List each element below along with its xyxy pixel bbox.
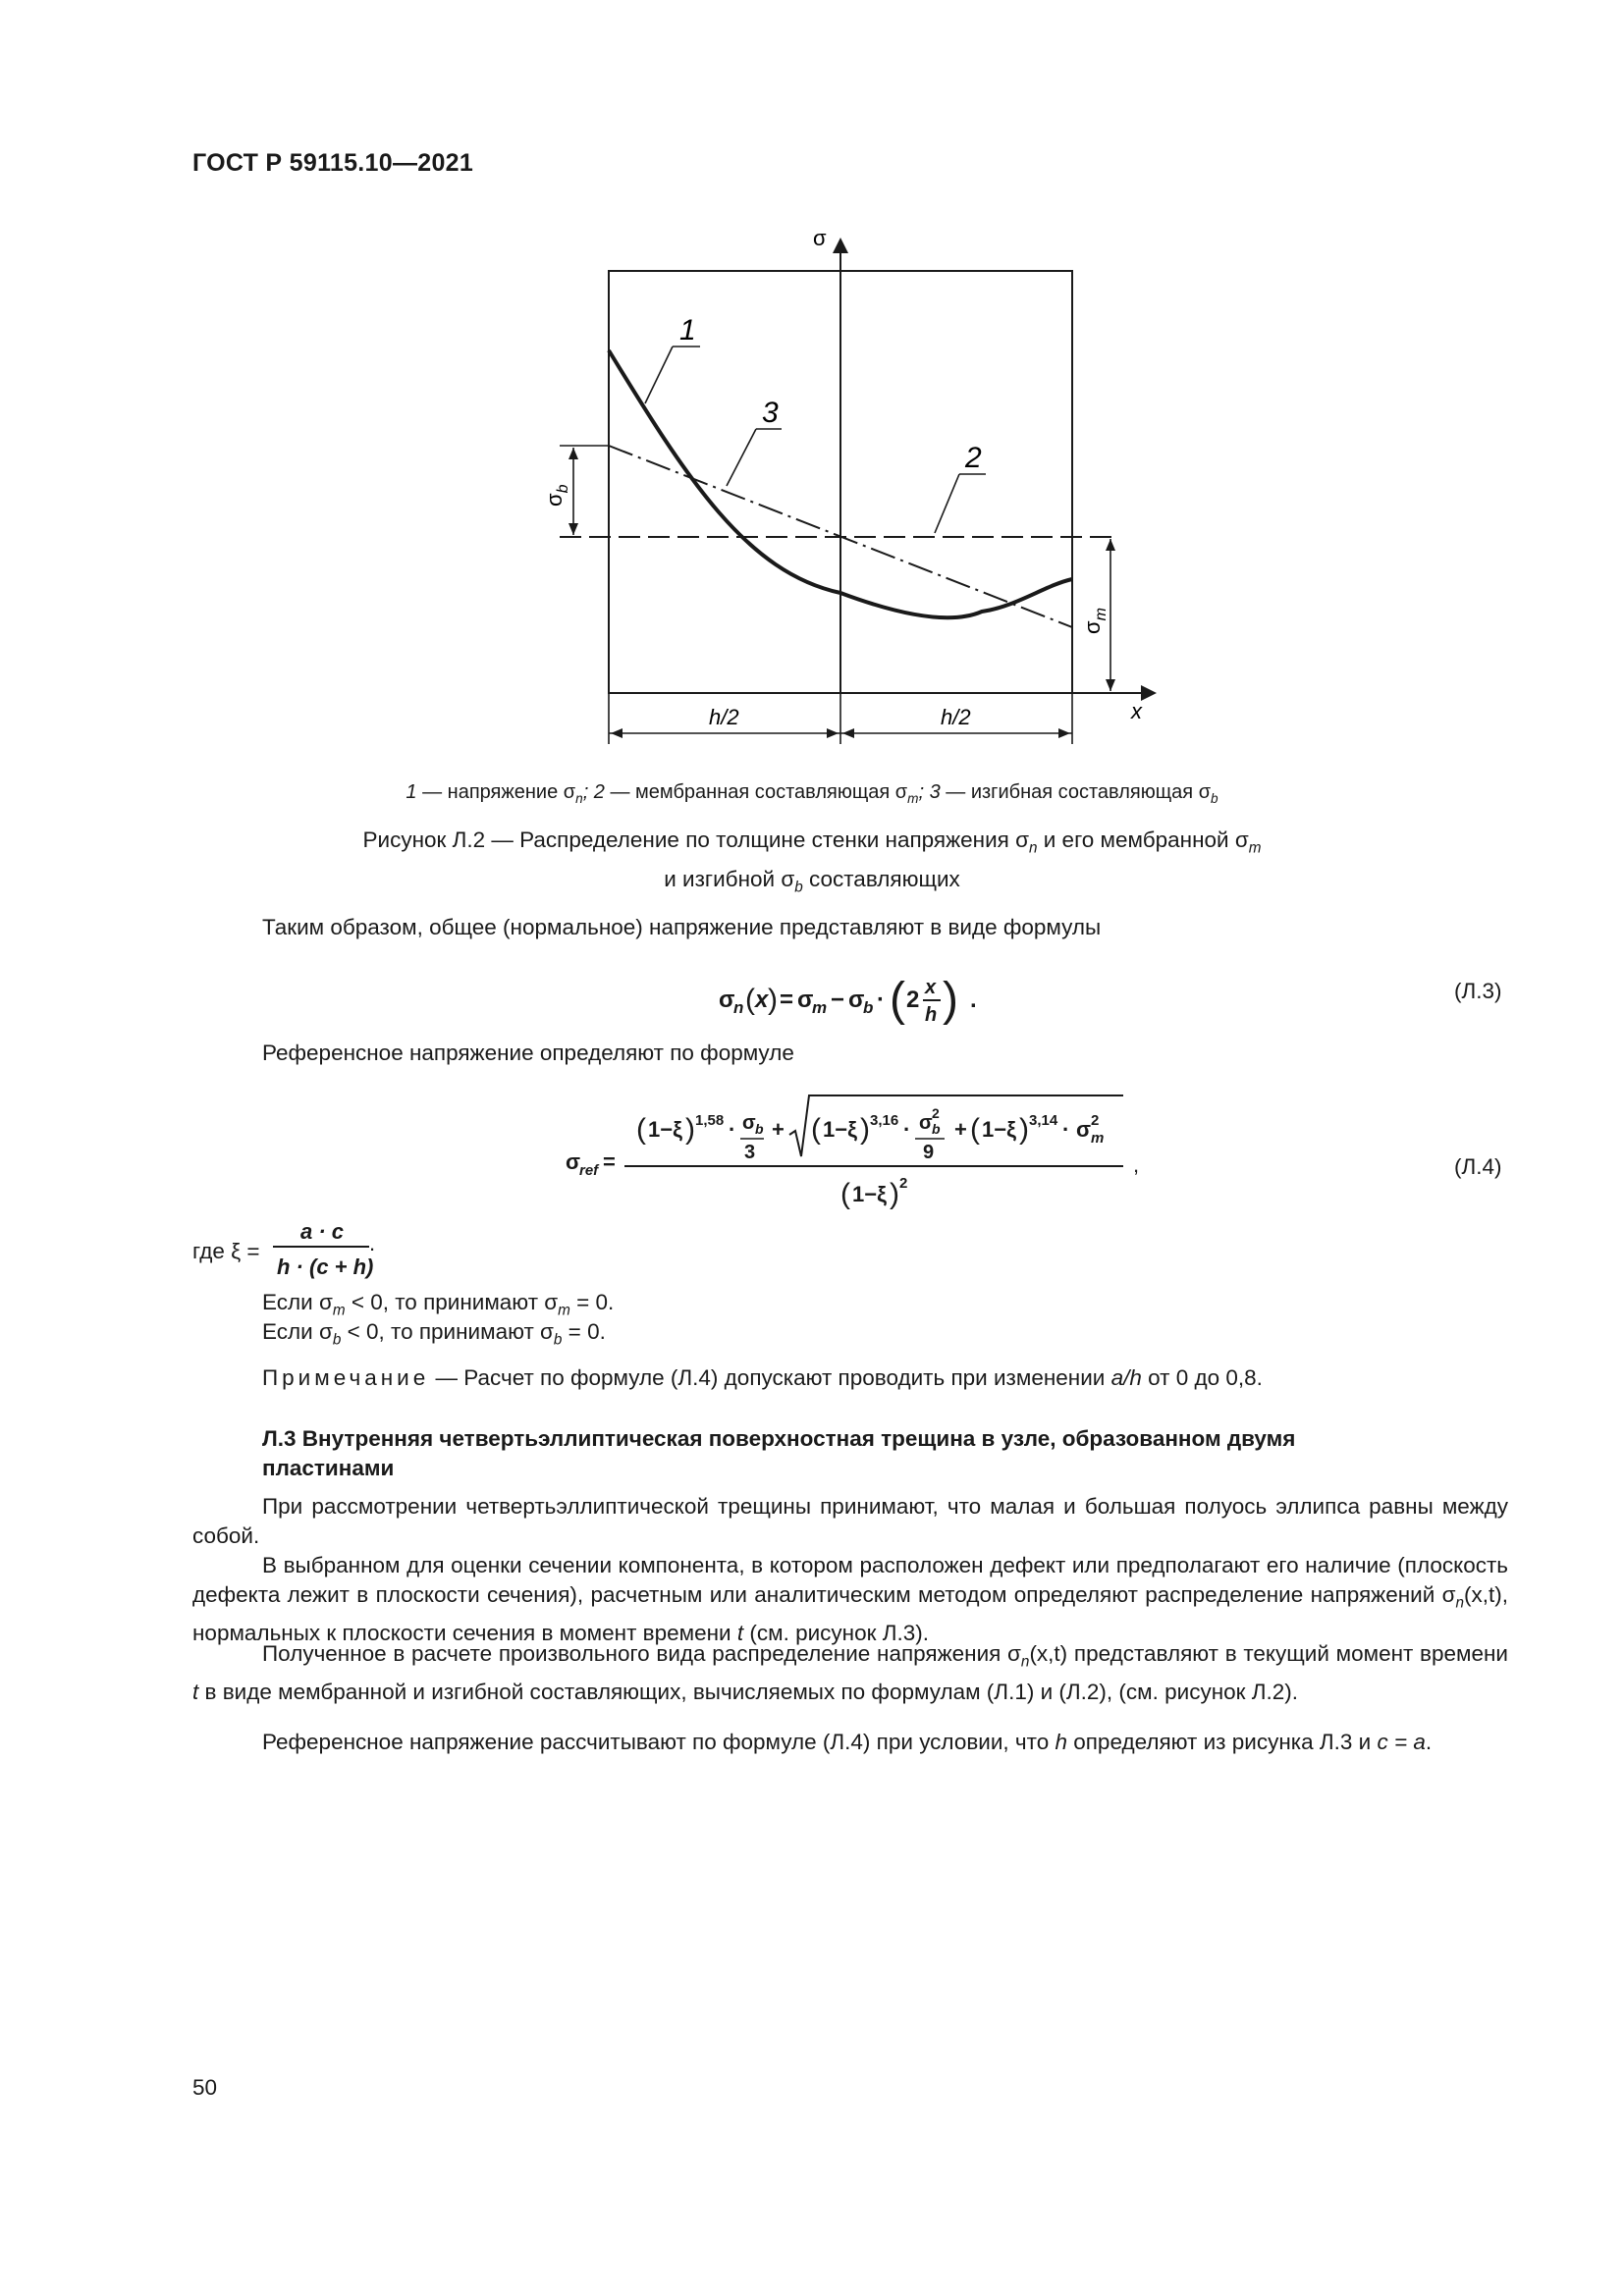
svg-text:=: = <box>780 987 794 1013</box>
where-xi-label: где ξ = <box>192 1239 260 1263</box>
half-label-right: h/2 <box>941 705 971 729</box>
svg-text:σ: σ <box>797 987 814 1013</box>
svg-text:·: · <box>877 987 885 1013</box>
svg-text:·: · <box>729 1117 736 1142</box>
stress-distribution-figure <box>530 224 1159 744</box>
svg-text:h · (c + h): h · (c + h) <box>277 1255 374 1279</box>
svg-text:σ: σ <box>742 1112 756 1134</box>
svg-text:): ) <box>890 1178 899 1210</box>
paragraph-membrane-bending: Полученное в расчете произвольного вида распределение напряжения $\sigma_n(x,t)$ представляют в текущий момент времени t в виде мембранной и изгибной составляющих, вычисляемых по формулам (Л.1) и (Л.2), (см. рисунок Л.2). <box>192 1641 1508 1704</box>
svg-text:(: ( <box>745 984 755 1016</box>
svg-text:ref: ref <box>579 1162 599 1179</box>
svg-text:3,16: 3,16 <box>870 1112 899 1129</box>
sigma-b-label: $\sigma_b$ <box>542 484 571 507</box>
equation-l4 <box>564 1088 1153 1215</box>
h-dim-arrow-2 <box>827 728 839 738</box>
leader-3 <box>727 429 756 486</box>
svg-text:2: 2 <box>932 1105 940 1121</box>
equation-number-l3: (Л.3) <box>1454 979 1502 1003</box>
svg-text:,: , <box>1133 1152 1140 1177</box>
svg-text:): ) <box>768 984 778 1016</box>
svg-text:9: 9 <box>923 1142 935 1163</box>
svg-text:(: ( <box>811 1113 821 1146</box>
svg-text:b: b <box>863 998 874 1017</box>
leader-2 <box>935 474 959 533</box>
svg-text:2: 2 <box>906 987 920 1013</box>
svg-text:(: ( <box>636 1113 646 1146</box>
document-header: ГОСТ Р 59115.10—2021 <box>192 149 474 177</box>
svg-text:n: n <box>733 998 744 1017</box>
svg-text:): ) <box>860 1113 870 1146</box>
svg-text:σ: σ <box>1076 1117 1092 1142</box>
note: Примечание — Расчет по формуле (Л.4) допускают проводить при изменении a/h от 0 до 0,8. <box>262 1365 1263 1390</box>
svg-text:x: x <box>755 987 769 1013</box>
paragraph-reference-stress: Референсное напряжение определяют по формуле <box>262 1041 794 1065</box>
svg-text:h: h <box>925 1004 938 1026</box>
h-dim-arrow-4 <box>1058 728 1070 738</box>
leader-1 <box>645 347 673 403</box>
curve-label-1: 1 <box>679 314 696 347</box>
paragraph-reference-calc: Референсное напряжение рассчитывают по формуле (Л.4) при условии, что h определяют из рисунка Л.3 и c = a. <box>262 1730 1433 1754</box>
svg-text:σ: σ <box>566 1149 581 1174</box>
curve-label-2: 2 <box>965 442 982 474</box>
sigma-m-arrow-bottom <box>1106 679 1115 691</box>
svg-text:=: = <box>603 1149 616 1174</box>
x-axis-label: x <box>1131 699 1142 723</box>
svg-text:1,58: 1,58 <box>695 1112 725 1129</box>
svg-text:(: ( <box>970 1113 980 1146</box>
sigma-axis-label: σ <box>813 226 827 250</box>
sigma-b-arrow-top <box>568 448 578 459</box>
svg-text:2: 2 <box>1091 1112 1100 1129</box>
svg-text:.: . <box>970 987 977 1013</box>
svg-text:(: ( <box>840 1178 850 1210</box>
svg-text:2: 2 <box>899 1175 908 1192</box>
figure-legend: 1 — напряжение $\sigma_n$; 2 — мембранная составляющая $\sigma_m$; 3 — изгибная составляющая $\sigma_b$ <box>406 781 1218 806</box>
svg-text:m: m <box>1091 1130 1105 1147</box>
svg-text:·: · <box>1062 1117 1070 1142</box>
h-dim-arrow-1 <box>611 728 623 738</box>
svg-text:1−ξ: 1−ξ <box>982 1117 1016 1142</box>
svg-text:1−ξ: 1−ξ <box>852 1182 887 1206</box>
svg-text:b: b <box>755 1121 764 1137</box>
paragraph-stress-distribution: В выбранном для оценки сечении компонента, в котором расположен дефект или предполагают его наличие (плоскость дефекта лежит в плоскости сечения), расчетным или аналитическим методом определяют распределение напряжений $\sigma_n(x,t)$, нормальных к плоскости сечения в момент времени t (см. рисунок Л.3). <box>192 1553 1508 1645</box>
svg-text:(: ( <box>890 974 905 1026</box>
sigma-b-arrow-bottom <box>568 523 578 535</box>
svg-text:σ: σ <box>719 987 735 1013</box>
page-number: 50 <box>192 2075 218 2100</box>
curve-label-3: 3 <box>762 397 779 429</box>
section-title: Л.3 Внутренняя четвертьэллиптическая поверхностная трещина в узле, образованном двумя пластинами <box>262 1426 1296 1480</box>
xi-fraction <box>271 1215 379 1280</box>
svg-text:−: − <box>831 987 845 1013</box>
figure-caption: Рисунок Л.2 — Распределение по толщине стенки напряжения $\sigma_n$ и его мембранной $\sigma_m$ и изгибной $\sigma_b$ составляющих <box>362 828 1262 895</box>
svg-text:): ) <box>1019 1113 1029 1146</box>
paragraph-quarter-elliptical: При рассмотрении четвертьэллиптической трещины принимают, что малая и большая полуось эллипса равны между собой. <box>192 1494 1508 1548</box>
sigma-m-arrow-top <box>1106 539 1115 551</box>
h-dim-arrow-3 <box>842 728 854 738</box>
half-label-left: h/2 <box>709 705 739 729</box>
svg-text:1−ξ: 1−ξ <box>648 1117 682 1142</box>
equation-number-l4: (Л.4) <box>1454 1154 1502 1179</box>
condition-sigma-m: Если $\sigma_m < 0$, то принимают $\sigma_m = 0$. <box>262 1290 615 1319</box>
svg-text:x: x <box>925 977 937 998</box>
svg-text:m: m <box>812 998 828 1017</box>
svg-text:b: b <box>932 1121 941 1137</box>
condition-sigma-b: Если $\sigma_b < 0$, то принимают $\sigma_b = 0$. <box>262 1319 606 1349</box>
svg-text:+: + <box>954 1117 967 1142</box>
svg-text:): ) <box>943 974 958 1026</box>
svg-text:σ: σ <box>848 987 865 1013</box>
svg-text:3,14: 3,14 <box>1029 1112 1058 1129</box>
svg-text:.: . <box>369 1231 376 1255</box>
svg-text:+: + <box>772 1117 785 1142</box>
svg-text:·: · <box>903 1117 911 1142</box>
equation-l3 <box>717 966 1001 1035</box>
svg-text:a · c: a · c <box>300 1219 345 1244</box>
svg-text:): ) <box>685 1113 695 1146</box>
svg-text:1−ξ: 1−ξ <box>823 1117 857 1142</box>
svg-text:σ: σ <box>919 1112 933 1134</box>
sigma-m-label: $\sigma_m$ <box>1080 608 1110 634</box>
paragraph-intro: Таким образом, общее (нормальное) напряжение представляют в виде формулы <box>262 915 1102 939</box>
svg-text:3: 3 <box>744 1142 756 1163</box>
